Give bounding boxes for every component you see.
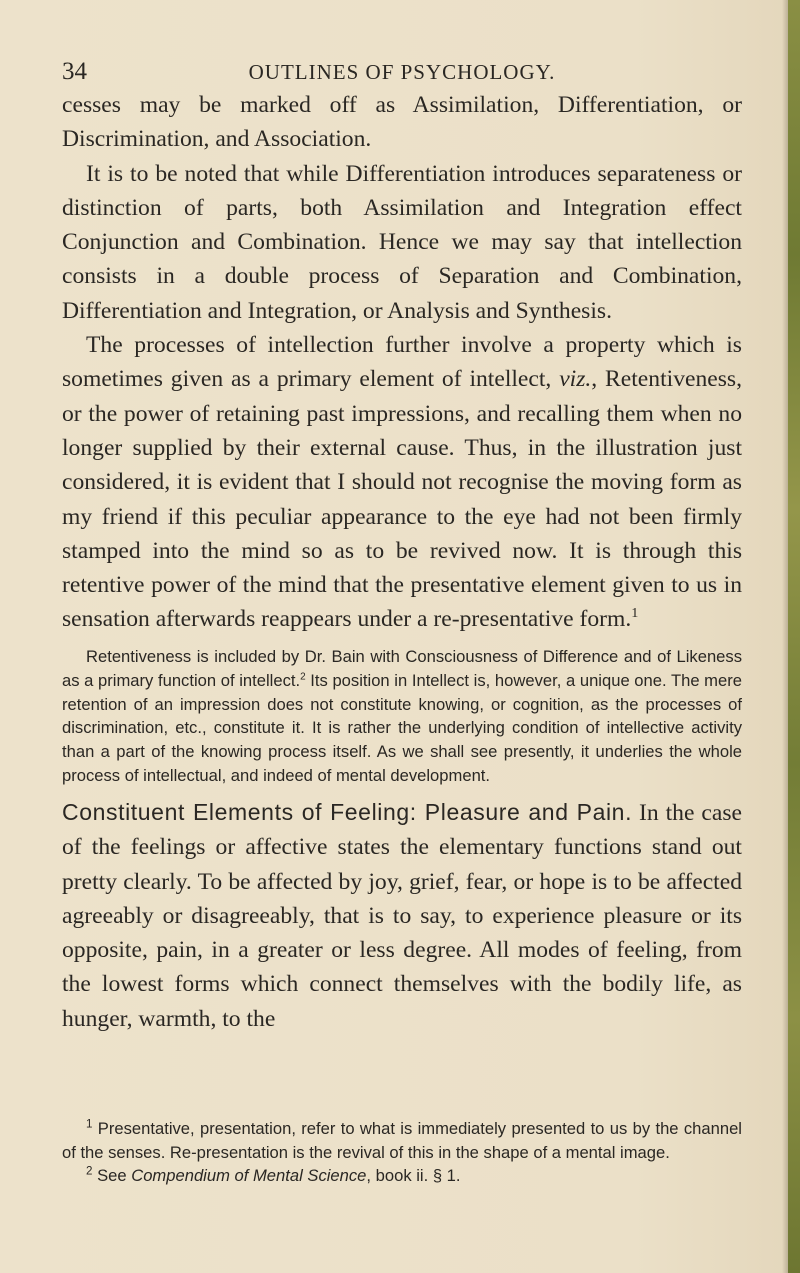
- small-print-rest: Its position in Intellect is, however, a unique one. The mere retention of an impression does not constitute knowing, or cognition, as the processes of discrimination, etc., constitute it. It is rather the underlying condition of intellective activity than a part of the knowing process itself. As we shall see presently, it underlies the whole process of intellectual, and indeed of mental development.: [62, 670, 742, 785]
- paragraph-1: cesses may be marked off as Assimilation, Differentiation, or Discrimination, and Association.: [62, 92, 742, 153]
- viz-abbreviation: viz.: [559, 366, 592, 393]
- footnote-ref-1: 1: [631, 605, 639, 622]
- paragraph-3-start: The processes of intellection further involve a property which is sometimes given as a primary element of intellect,: [62, 332, 742, 393]
- running-title: OUTLINES OF PSYCHOLOGY.: [248, 60, 556, 84]
- page-number: 34: [62, 58, 87, 85]
- section-heading: Constituent Elements of Feeling: Pleasure and Pain.: [62, 799, 633, 825]
- small-print-paragraph: [62, 645, 742, 788]
- footnotes: [62, 1117, 742, 1188]
- main-text: [62, 88, 742, 637]
- paragraph-3: [62, 328, 742, 637]
- footnote-2-mark: 2: [86, 1164, 93, 1178]
- footnote-2-title: Compendium of Mental Science: [131, 1166, 367, 1186]
- footnote-1: [62, 1117, 742, 1164]
- footnote-2-text-before: See: [92, 1166, 132, 1186]
- paragraph-3-rest: , Retentiveness, or the power of retaining past impressions, and recalling them when no longer supplied by their external cause. Thus, in the illustration just considered, it is evident that I should not recognise the moving form as my friend if this peculiar appearance to the eye had not been firmly stamped into the mind so as to be revived now. It is through this retentive power of the mind that the presentative element given to us in sensation afterwards reappears under a re-presentative form.: [62, 366, 742, 633]
- page-edge: [788, 0, 800, 1273]
- section-text: In the case of the feelings or affective states the elementary functions stand out pretty clearly. To be affected by joy, grief, fear, or hope is to be affected agreeably or disagreeably, that is to say, to experience pleasure or its opposite, pain, in a greater or less degree. All modes of feeling, from the lowest forms which connect themselves with the bodily life, as hunger, warmth, to the: [62, 800, 742, 1032]
- footnote-2-text-after: , book ii. § 1.: [366, 1166, 461, 1186]
- footnote-ref-2: 2: [300, 671, 306, 683]
- footnote-1-mark: 1: [86, 1117, 93, 1131]
- feeling-section: [62, 795, 742, 1036]
- page-header: [62, 58, 742, 88]
- paragraph-2: It is to be noted that while Differentiation introduces separateness or distinction of parts, both Assimilation and Integration effect Conjunction and Combination. Hence we may say that intellection consists in a double process of Separation and Combination, Differentiation and Integration, or Analysis and Synthesis.: [62, 160, 742, 324]
- footnote-1-text: Presentative, presentation, refer to what is immediately presented to us by the channel of the senses. Re-presentation is the revival of this in the shape of a mental image.: [62, 1119, 742, 1162]
- footnote-2: [62, 1164, 742, 1188]
- small-print-start: Retentiveness is included by Dr. Bain with Consciousness of Difference and of Likeness as a primary function of intellect.: [62, 647, 742, 690]
